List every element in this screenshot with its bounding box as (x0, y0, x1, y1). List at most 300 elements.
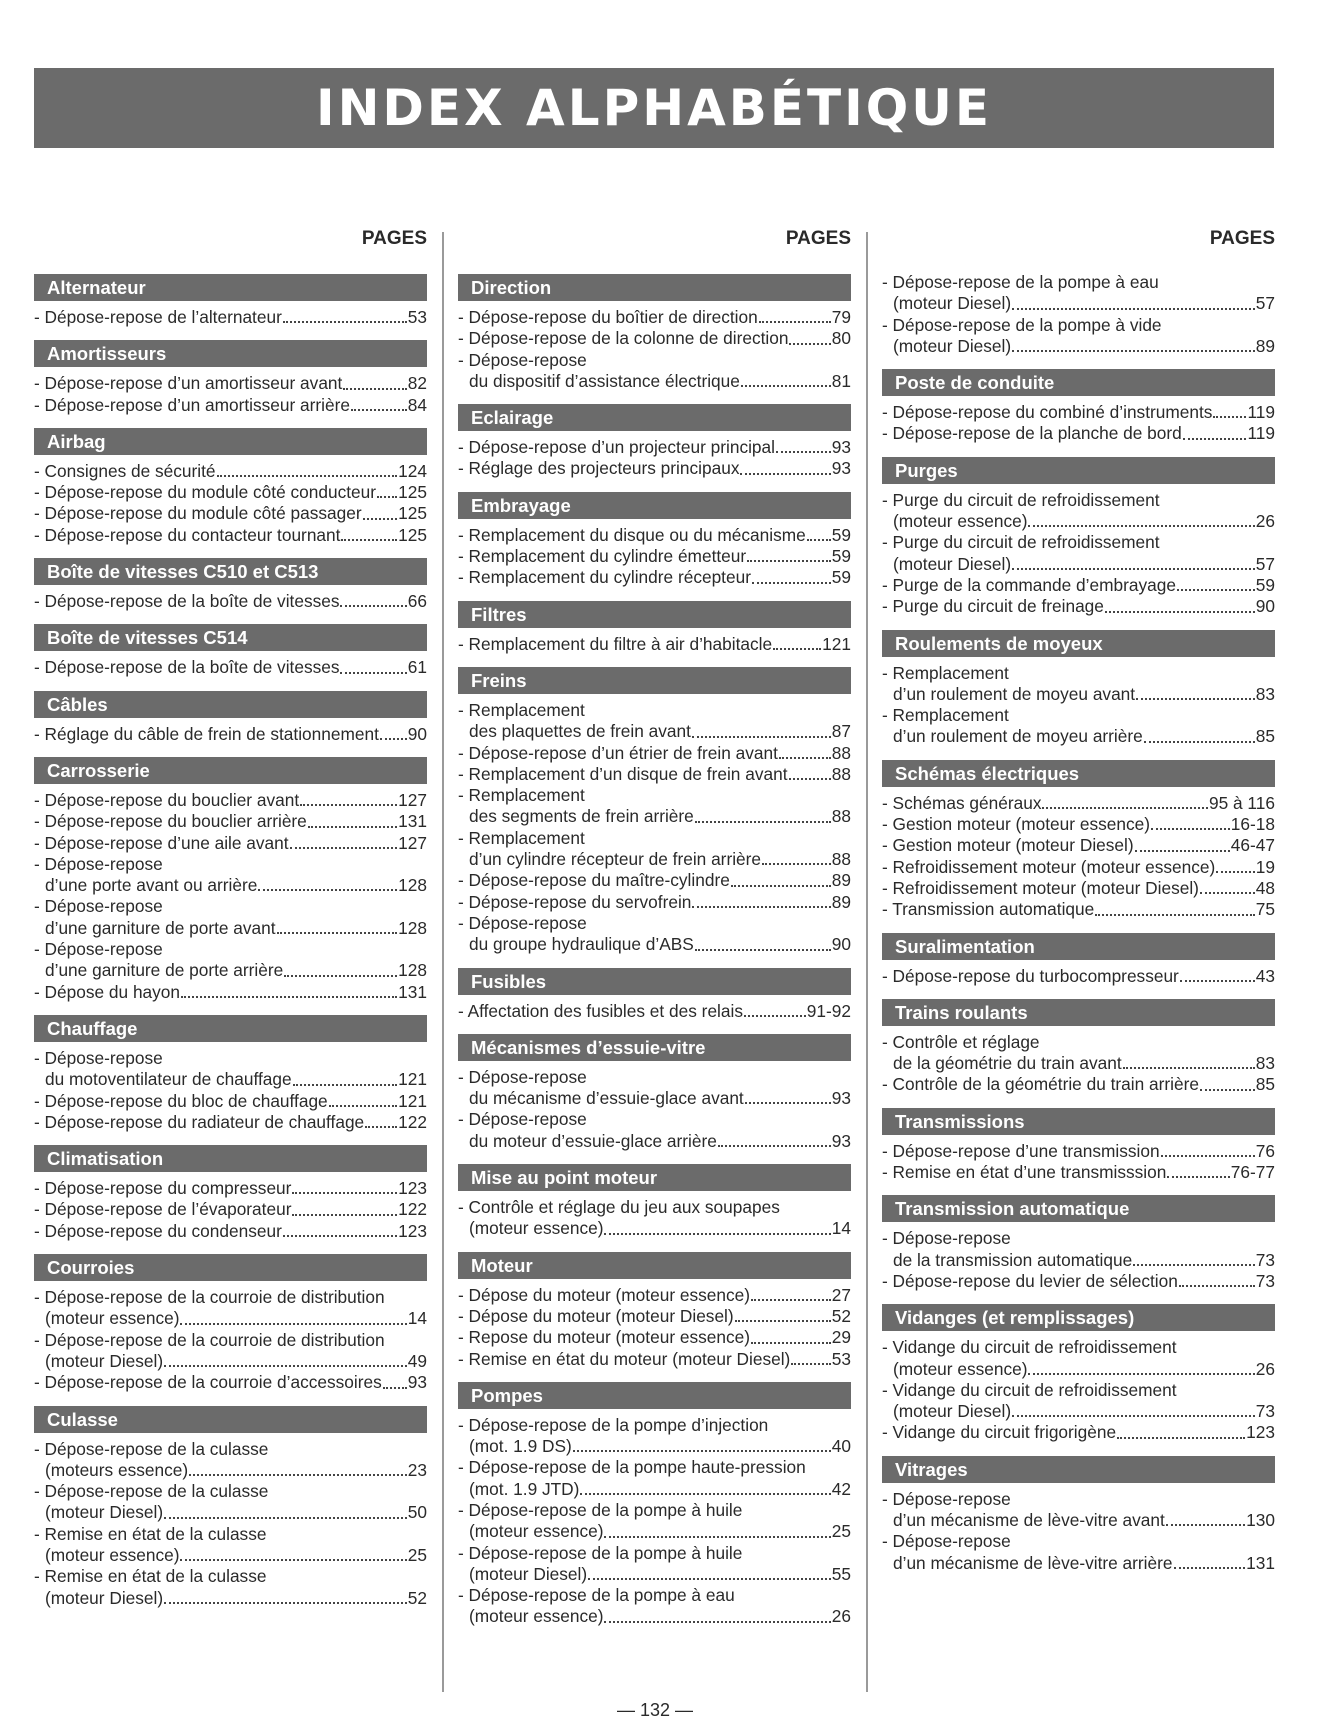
entry-text: - Purge du circuit de refroidissement (882, 489, 1160, 510)
entry-page-number: 25 (407, 1544, 427, 1565)
dot-leader (365, 1126, 397, 1128)
category-entries (34, 591, 427, 612)
index-entry (34, 896, 427, 917)
category-heading: Trains roulants (882, 999, 1275, 1026)
entry-page-number: 80 (831, 328, 851, 349)
entry-page-number: 90 (831, 934, 851, 955)
entry-text: - Dépose-repose du bouclier arrière (34, 811, 307, 832)
entry-page-number: 88 (831, 849, 851, 870)
index-entry (458, 328, 851, 349)
entry-page-number: 91-92 (806, 1000, 851, 1021)
entry-page-number: 81 (831, 370, 851, 391)
entry-page-number: 119 (1247, 402, 1275, 423)
dot-leader (340, 605, 406, 607)
index-entry (882, 1053, 1275, 1074)
category-entries (34, 1178, 427, 1242)
index-entry (458, 307, 851, 328)
dot-leader (735, 1320, 831, 1322)
entry-text: des plaquettes de frein avant (469, 721, 691, 742)
dot-leader (283, 1235, 397, 1237)
entry-text: - Purge du circuit de refroidissement (882, 532, 1160, 553)
index-entry (458, 721, 851, 742)
category-heading: Mécanismes d’essuie-vitre (458, 1034, 851, 1061)
index-entry (882, 1380, 1275, 1401)
index-entry (458, 525, 851, 546)
entry-page-number: 57 (1255, 553, 1275, 574)
category-entries (34, 1048, 427, 1133)
entry-page-number: 14 (407, 1308, 427, 1329)
dot-leader (340, 672, 406, 674)
index-entry (458, 1457, 851, 1478)
entry-page-number: 95 à 116 (1209, 792, 1275, 813)
entry-page-number: 93 (407, 1372, 427, 1393)
entry-text: - Dépose-repose de la pompe à huile (458, 1542, 743, 1563)
entry-text: - Dépose-repose d’un amortisseur arrière (34, 394, 350, 415)
index-column-1 (34, 228, 427, 1609)
index-entry (882, 966, 1275, 987)
entry-text: - Vidange du circuit de refroidissement (882, 1337, 1177, 1358)
dot-leader (1216, 871, 1255, 873)
category-entries (882, 966, 1275, 987)
entry-text: de la transmission automatique (893, 1249, 1133, 1270)
entry-text: - Dépose-repose de l’évaporateur (34, 1199, 292, 1220)
entry-text: (moteur Diesel) (893, 335, 1012, 356)
index-entry (34, 939, 427, 960)
entry-page-number: 123 (398, 1220, 427, 1241)
entry-page-number: 40 (831, 1436, 851, 1457)
index-entry (34, 657, 427, 678)
entry-page-number: 46-47 (1230, 835, 1275, 856)
dot-leader (741, 385, 831, 387)
index-column-3 (882, 228, 1275, 1574)
entry-text: - Dépose du hayon (34, 981, 181, 1002)
entry-text: - Consignes de sécurité (34, 460, 216, 481)
index-entry (882, 1422, 1275, 1443)
entry-text: - Remplacement (458, 785, 585, 806)
entry-page-number: 83 (1255, 1053, 1275, 1074)
entry-page-number: 50 (407, 1502, 427, 1523)
entry-page-number: 127 (398, 789, 427, 810)
entry-page-number: 131 (1246, 1552, 1275, 1573)
entry-text: - Refroidissement moteur (moteur Diesel) (882, 877, 1199, 898)
index-entry (34, 875, 427, 896)
index-entry (882, 293, 1275, 314)
index-entry (34, 1069, 427, 1090)
index-entry (458, 764, 851, 785)
entry-text: - Vidange du circuit frigorigène (882, 1422, 1117, 1443)
entry-page-number: 16-18 (1230, 814, 1275, 835)
entry-text: - Contrôle et réglage (882, 1031, 1040, 1052)
entry-text: - Remplacement (882, 705, 1009, 726)
index-entry (458, 458, 851, 479)
entry-page-number: 84 (407, 394, 427, 415)
dot-leader (164, 1517, 407, 1519)
category-entries (458, 1197, 851, 1240)
index-entry (458, 1436, 851, 1457)
entry-page-number: 85 (1255, 1074, 1275, 1095)
category-heading: Purges (882, 457, 1275, 484)
index-entry (458, 806, 851, 827)
dot-leader (1028, 1373, 1254, 1375)
category-entries (882, 793, 1275, 921)
entry-page-number: 48 (1255, 877, 1275, 898)
entry-text: - Refroidissement moteur (moteur essence) (882, 856, 1216, 877)
index-entry (882, 532, 1275, 553)
dot-leader (1151, 828, 1230, 830)
dot-leader (751, 1299, 831, 1301)
entry-page-number: 85 (1255, 726, 1275, 747)
index-entry (458, 1285, 851, 1306)
dot-leader (277, 932, 398, 934)
entry-page-number: 93 (831, 1130, 851, 1151)
category-heading: Embrayage (458, 492, 851, 519)
index-entry (882, 726, 1275, 747)
index-entry (458, 1415, 851, 1436)
category-entries (34, 657, 427, 678)
dot-leader (1183, 438, 1247, 440)
entry-text: (moteur essence) (45, 1544, 180, 1565)
entry-page-number: 52 (831, 1305, 851, 1326)
dot-leader (744, 1015, 806, 1017)
index-entry (34, 790, 427, 811)
category-entries (34, 307, 427, 328)
entry-page-number: 66 (407, 591, 427, 612)
dot-leader (1012, 1415, 1255, 1417)
index-entry (882, 575, 1275, 596)
dot-leader (1144, 741, 1255, 743)
category-entries (458, 700, 851, 956)
index-entry (458, 828, 851, 849)
page-title: INDEX ALPHABÉTIQUE (315, 79, 993, 137)
index-entry (34, 591, 427, 612)
entry-text: (moteur Diesel) (469, 1563, 588, 1584)
entry-text: - Dépose-repose de la boîte de vitesses (34, 591, 340, 612)
category-heading: Moteur (458, 1252, 851, 1279)
index-entry (458, 1500, 851, 1521)
entry-text: (moteur Diesel) (45, 1587, 164, 1608)
entry-page-number: 125 (398, 482, 427, 503)
entry-page-number: 125 (398, 524, 427, 545)
index-entry (34, 373, 427, 394)
category-entries (882, 1141, 1275, 1184)
category-entries (458, 1285, 851, 1370)
entry-page-number: 119 (1247, 423, 1275, 444)
index-entry (34, 1372, 427, 1393)
index-entry (458, 1067, 851, 1088)
entry-text: (moteur essence) (469, 1521, 604, 1542)
index-entry (458, 913, 851, 934)
index-entry (34, 833, 427, 854)
entry-text: - Dépose-repose de la culasse (34, 1438, 269, 1459)
entry-text: - Purge de la commande d’embrayage (882, 574, 1176, 595)
dot-leader (779, 757, 831, 759)
entry-text: - Remise en état d’une transmisssion (882, 1162, 1167, 1183)
entry-text: (moteur essence) (469, 1606, 604, 1627)
category-heading: Vidanges (et remplissages) (882, 1304, 1275, 1331)
index-entry (34, 854, 427, 875)
dot-leader (1136, 698, 1255, 700)
index-entry (882, 1531, 1275, 1552)
index-entry (882, 1337, 1275, 1358)
dot-leader (189, 1474, 407, 1476)
entry-page-number: 90 (407, 723, 427, 744)
category-entries (34, 1287, 427, 1393)
category-entries (882, 1228, 1275, 1292)
entry-text: - Dépose du moteur (moteur Diesel) (458, 1305, 734, 1326)
index-entry (458, 1479, 851, 1500)
entry-text: - Dépose-repose de l’alternateur (34, 307, 282, 327)
entry-text: - Dépose-repose (882, 1531, 1011, 1552)
column-divider (866, 232, 868, 1692)
entry-text: d’une porte avant ou arrière (45, 875, 258, 896)
index-entry (34, 1199, 427, 1220)
index-entry (34, 1351, 427, 1372)
index-entry (458, 700, 851, 721)
index-entry (882, 878, 1275, 899)
entry-page-number: 14 (831, 1218, 851, 1239)
entry-text: - Remplacement (458, 699, 585, 720)
dot-leader (1123, 1067, 1255, 1069)
category-entries (882, 663, 1275, 748)
entry-text: - Dépose-repose du boîtier de direction (458, 307, 758, 327)
entry-text: - Réglage du câble de frein de stationnement (34, 723, 379, 744)
index-entry (458, 785, 851, 806)
index-entry (882, 511, 1275, 532)
entry-page-number: 90 (1255, 596, 1275, 617)
entry-text: - Dépose-repose (882, 1228, 1011, 1249)
dot-leader (731, 885, 831, 887)
entry-text: - Dépose-repose de la courroie de distribution (34, 1329, 385, 1350)
index-entry (882, 663, 1275, 684)
index-entry (458, 1521, 851, 1542)
dot-leader (181, 996, 397, 998)
index-entry (34, 1588, 427, 1609)
entry-text: - Dépose-repose d’une transmission (882, 1140, 1160, 1161)
category-entries (458, 1415, 851, 1628)
entry-page-number: 49 (407, 1350, 427, 1371)
entry-text: - Remplacement du cylindre récepteur (458, 567, 751, 588)
category-entries (458, 1067, 851, 1152)
entry-page-number: 26 (1255, 511, 1275, 532)
dot-leader (1179, 1285, 1255, 1287)
entry-text: (moteur Diesel) (893, 1401, 1012, 1422)
index-entry (458, 1109, 851, 1130)
index-entry (882, 835, 1275, 856)
entry-text: (moteur essence) (893, 511, 1028, 532)
entry-text: (moteur essence) (469, 1218, 604, 1239)
entry-text: - Transmission automatique (882, 899, 1095, 920)
index-entry (882, 1074, 1275, 1095)
category-entries (458, 525, 851, 589)
entry-text: - Remise en état de la culasse (34, 1523, 267, 1544)
index-entry (882, 315, 1275, 336)
dot-leader (292, 1192, 397, 1194)
entry-text: (moteur Diesel) (45, 1350, 164, 1371)
entry-text: - Dépose-repose du compresseur (34, 1178, 292, 1199)
index-entry (458, 1585, 851, 1606)
dot-leader (791, 1363, 830, 1365)
entry-text: - Dépose-repose de la culasse (34, 1481, 269, 1502)
entry-text: - Remplacement (882, 662, 1009, 683)
entry-page-number: 93 (831, 458, 851, 479)
entry-text: - Dépose-repose du turbocompresseur (882, 965, 1179, 986)
entry-page-number: 122 (398, 1199, 427, 1220)
entry-text: - Dépose-repose de la pompe à eau (882, 272, 1159, 292)
index-entry (882, 1141, 1275, 1162)
index-column-2 (458, 228, 851, 1628)
index-entry (882, 705, 1275, 726)
dot-leader (1161, 1155, 1255, 1157)
index-entry (458, 1001, 851, 1022)
index-entry (34, 1287, 427, 1308)
entry-page-number: 19 (1255, 856, 1275, 877)
category-heading: Boîte de vitesses C514 (34, 624, 427, 651)
dot-leader (343, 388, 406, 390)
entry-page-number: 42 (831, 1478, 851, 1499)
entry-page-number: 124 (398, 460, 427, 481)
index-entry (458, 567, 851, 588)
entry-text: - Dépose-repose de la pompe haute-pression (458, 1457, 806, 1478)
index-entry (882, 1228, 1275, 1249)
dot-leader (1133, 1264, 1255, 1266)
category-entries (458, 1001, 851, 1022)
dot-leader (1042, 807, 1208, 809)
dot-leader (1177, 589, 1255, 591)
category-entries (882, 1032, 1275, 1096)
index-entry (458, 870, 851, 891)
category-entries (458, 437, 851, 480)
index-entry (34, 482, 427, 503)
entry-text: - Dépose-repose du condenseur (34, 1220, 282, 1241)
entry-text: - Remise en état de la culasse (34, 1566, 267, 1587)
dot-leader (1095, 914, 1254, 916)
page-number: — 132 — (616, 1700, 694, 1720)
entry-text: - Gestion moteur (moteur essence) (882, 814, 1150, 835)
entry-text: - Dépose-repose de la colonne de direction (458, 328, 789, 349)
category-heading: Direction (458, 274, 851, 301)
entry-text: - Vidange du circuit de refroidissement (882, 1379, 1177, 1400)
category-entries (34, 373, 427, 416)
entry-page-number: 121 (398, 1090, 427, 1111)
index-entry (458, 892, 851, 913)
index-entry (458, 546, 851, 567)
dot-leader (759, 321, 831, 323)
index-entry (882, 1510, 1275, 1531)
dot-leader (341, 539, 397, 541)
dot-leader (747, 560, 831, 562)
index-entry (34, 1112, 427, 1133)
entry-page-number: 26 (831, 1606, 851, 1627)
index-entry (34, 1502, 427, 1523)
entry-text: (mot. 1.9 JTD) (469, 1478, 580, 1499)
category-entries (882, 1337, 1275, 1443)
entry-text: - Dépose-repose de la pompe d’injection (458, 1414, 769, 1435)
dot-leader (1213, 416, 1246, 418)
entry-page-number: 61 (407, 657, 427, 678)
entry-text: (moteurs essence) (45, 1459, 189, 1480)
index-entry (458, 350, 851, 371)
entry-text: - Dépose-repose (34, 896, 163, 917)
entry-text: d’un mécanisme de lève-vitre arrière (893, 1552, 1173, 1573)
index-entry (882, 1032, 1275, 1053)
entry-text: (moteur Diesel) (893, 293, 1012, 314)
entry-text: (moteur Diesel) (45, 1502, 164, 1523)
index-entry (34, 724, 427, 745)
entry-page-number: 83 (1255, 683, 1275, 704)
category-heading: Alternateur (34, 274, 427, 301)
entry-page-number: 128 (398, 960, 427, 981)
entry-page-number: 93 (831, 437, 851, 458)
index-entry (34, 1524, 427, 1545)
entry-page-number: 52 (407, 1587, 427, 1608)
index-entry (34, 307, 427, 328)
index-entry (882, 899, 1275, 920)
dot-leader (1028, 525, 1254, 527)
dot-leader (1200, 892, 1255, 894)
index-entry (882, 554, 1275, 575)
index-entry (34, 1545, 427, 1566)
entry-page-number: 127 (398, 832, 427, 853)
index-entry (458, 934, 851, 955)
dot-leader (588, 1578, 831, 1580)
entry-text: du dispositif d’assistance électrique (469, 370, 740, 391)
entry-text: - Dépose-repose du bloc de chauffage (34, 1090, 328, 1111)
entry-text: (moteur essence) (45, 1308, 180, 1329)
category-heading: Vitrages (882, 1456, 1275, 1483)
entry-page-number: 43 (1255, 965, 1275, 986)
entry-page-number: 89 (831, 891, 851, 912)
category-entries (458, 634, 851, 655)
entry-text: - Dépose-repose de la pompe à huile (458, 1499, 743, 1520)
entry-page-number: 29 (831, 1327, 851, 1348)
dot-leader (740, 473, 830, 475)
entry-text: d’un mécanisme de lève-vitre avant (893, 1509, 1165, 1530)
dot-leader (776, 451, 831, 453)
dot-leader (695, 821, 831, 823)
category-heading: Pompes (458, 1382, 851, 1409)
category-heading: Câbles (34, 691, 427, 718)
dot-leader (789, 343, 830, 345)
index-entry (882, 793, 1275, 814)
entry-page-number: 25 (831, 1521, 851, 1542)
dot-leader (383, 1387, 407, 1389)
category-heading: Carrosserie (34, 757, 427, 784)
category-heading: Airbag (34, 428, 427, 455)
category-entries (458, 307, 851, 392)
dot-leader (293, 1084, 398, 1086)
index-entry (882, 857, 1275, 878)
index-entry (34, 1460, 427, 1481)
dot-leader (308, 826, 397, 828)
index-entry (882, 1401, 1275, 1422)
entry-page-number: 53 (407, 307, 427, 327)
index-entry (458, 1543, 851, 1564)
continued-entries (882, 272, 1275, 357)
entry-page-number: 93 (831, 1088, 851, 1109)
entry-page-number: 82 (407, 373, 427, 394)
dot-leader (692, 736, 831, 738)
category-heading: Roulements de moyeux (882, 630, 1275, 657)
category-entries (882, 1489, 1275, 1574)
entry-page-number: 123 (1246, 1422, 1275, 1443)
dot-leader (292, 1214, 397, 1216)
dot-leader (180, 1559, 406, 1561)
index-entry (34, 1481, 427, 1502)
index-entry (882, 336, 1275, 357)
index-entry (458, 1606, 851, 1627)
entry-text: - Dépose-repose (882, 1488, 1011, 1509)
entry-text: (moteur essence) (893, 1358, 1028, 1379)
